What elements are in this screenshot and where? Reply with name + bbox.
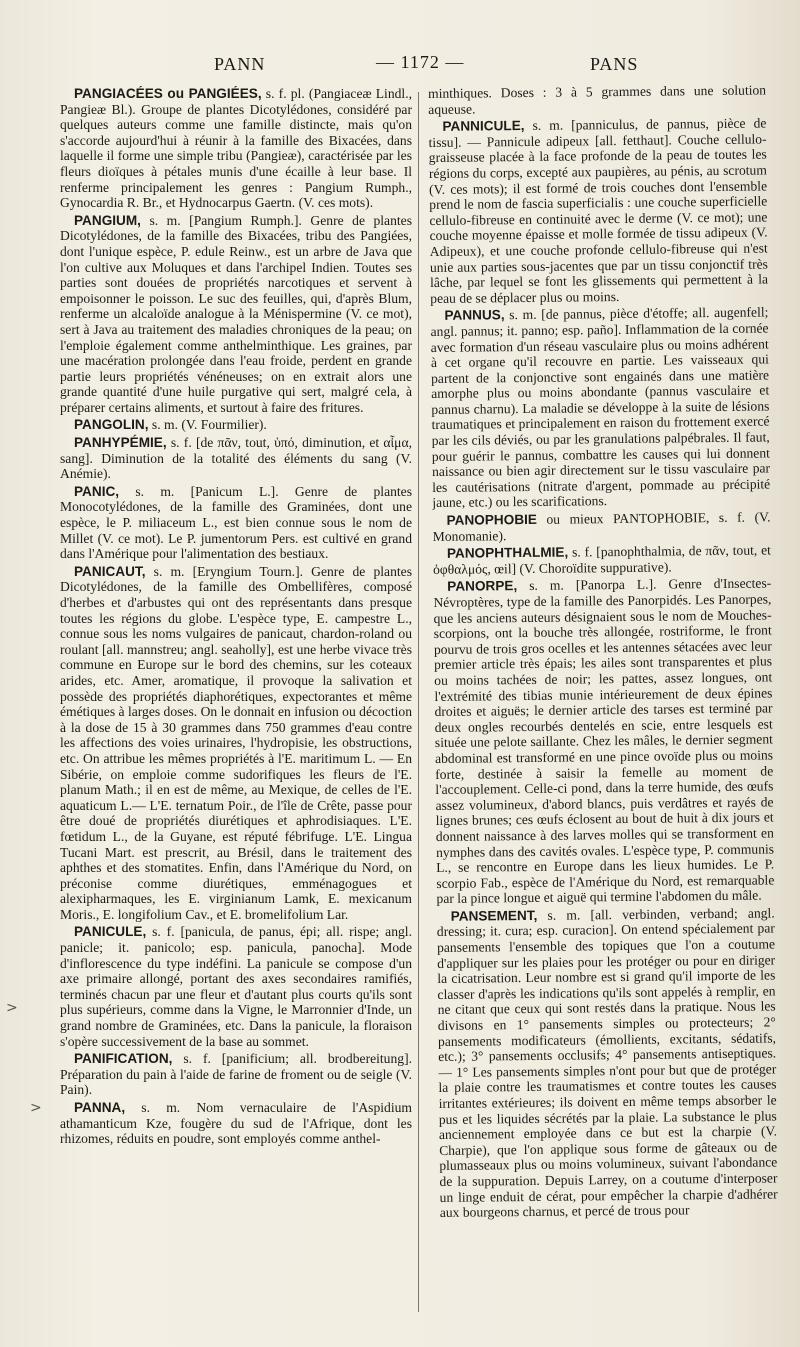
entry-headword: PANGOLIN, bbox=[74, 417, 149, 433]
entry-headword: PANIC, bbox=[74, 483, 120, 499]
dictionary-entry bbox=[60, 564, 412, 923]
dictionary-entry bbox=[430, 305, 770, 511]
entry-headword: PANICAUT, bbox=[74, 563, 146, 579]
entry-text: s. f. [panicula, de panus, épi; all. rispe; angl. panicle; it. panicolo; esp. panicula, panocha]. Mode d'inflorescence du type indéfini. La panicule se compose d'un axe primaire allongé, portant des axes secondaires ramifiés, terminés chacun par une fleur et d'autant plus courts qu'ils sont plus supérieurs, comme dans la Vigne, le Marronnier d'Inde, un grand nombre de Graminées, etc. Dans la panicule, la floraison s'opère successivement de la base au sommet. bbox=[60, 924, 412, 1049]
dictionary-entry bbox=[428, 116, 768, 307]
dictionary-entry bbox=[437, 905, 778, 1220]
left-column bbox=[60, 86, 412, 1326]
dictionary-entry bbox=[60, 924, 412, 1049]
entry-headword: PANGIUM, bbox=[74, 212, 141, 228]
margin-mark: > bbox=[30, 1100, 42, 1116]
dictionary-entry bbox=[60, 484, 412, 562]
entry-headword: PANIFICATION, bbox=[74, 1051, 173, 1067]
entry-text: s. m. [Eryngium Tourn.]. Genre de plantes Dicotylédones, de la famille des Ombellifères, composé d'herbes et d'arbustes qui ont des représentants dans presque toutes les régions du globe. L'espèce type, E. campestre L., connue sous les noms vulgaires de panicaut, chardon-roland ou roulant [all. mannstreu; angl. seaholly], est une herbe vivace très commune en Europe sur le bord des chemins, sur les coteaux arides, etc. Amer, aromatique, il provoque la salivation et possède des propriétés diaphorétiques, expectorantes et même émétiques à larges doses. On le donnait en infusion ou décoction à la dose de 15 à 30 grammes dans 750 grammes d'eau contre les affections des voies urinaires, l'hydropisie, les obstructions, etc. On attribue les mêmes propriétés à l'E. maritimum L. — En Sibérie, on emploie comme sudorifiques les fleurs de l'E. planum Math.; il en est de même, au Mexique, de celles de l'E. aquaticum L.— L'E. ternatum Poir., de l'île de Crête, passe pour être doué de propriétés diurétiques et aphrodisiaques. L'E. fœtidum L., de la Guyane, est réputé fébrifuge. L'E. Lingua Tucani Mart. est prescrit, au Brésil, dans le traitement des aphthes et des stomatites. Enfin, dans l'Amérique du Nord, on préconise comme diurétiques, emménagogues et alexipharmaques, les E. virginianum Lamk, E. mexicanum Moris., E. longifolium Cav., et E. bromelifolium Lar. bbox=[60, 563, 412, 922]
entry-text: s. m. [Pangium Rumph.]. Genre de plantes Dicotylédones, de la famille des Bixacées, tribu des Pangiées, dont l'unique espèce, P. edule Reinw., est un arbre de Java que l'on cultive aux Moluques et dans l'archipel Indien. Toutes ses parties sont douées de propriétés narcotiques et servent à empoisonner le poisson. Le suc des feuilles, qui, d'après Blum, renferme un alcaloïde analogue à la Ménispermine (V. ce mot), sert à Java au traitement des maladies chroniques de la peau; on l'emploie également comme anthelminthique. Les graines, par une macération prolongée dans l'eau froide, perdent en grande partie leurs propriétés vénéneuses; on en extrait alors une grande quantité d'une huile purgative qui sert, malgré cela, à préparer certains aliments, et surtout à faire des fritures. bbox=[60, 212, 412, 415]
entry-text: s. m. [de pannus, pièce d'étoffe; all. augenfell; angl. pannus; it. panno; esp. paño]. Inflammation de la cornée avec formation d'un réseau vasculaire plus ou moins adhérent à cet organe qu'il recouvre en partie. Les vaisseaux qui partent de la conjonctive sont engainés dans une matière amorphe plus ou moins abondante (pannus vasculaire et pannus charnu). La maladie se développe à la suite de lésions traumatiques et principalement en raison du frottement exercé par les cils déviés, ou par les granulations palpébrales. Il faut, pour guérir le pannus, combattre les causes qui lui donnent naissance ou bien agir directement sur le tissu vasculaire par les cautérisations (nitrate d'argent, pommade au précipité jaune, etc.) ou les scarifications. bbox=[430, 304, 771, 511]
entry-text: s. m. [Panorpa L.]. Genre d'Insectes-Névroptères, type de la famille des Panorpidés. Les Panorpes, que les anciens auteurs désignaient sous le nom de Mouches-scorpions, ont la bouche très allongée, rostriforme, le front pourvu de trois gros ocelles et les antennes sétacées avec leur premier article très épais; les ailes sont transparentes et plus ou moins tachées de noir; les pattes, assez longues, ont l'extrémité des tibias munie intérieurement de deux épines droites et aiguës; le dernier article des tarses est terminé par deux ongles recourbés dentelés en scie, entre lesquels est située une pelote saillante. Chez les mâles, le dernier segment abdominal est transformé en une pince ovoïde plus ou moins forte, destinée à saisir la femelle au moment de l'accouplement. Celle-ci pond, dans la terre humide, des œufs assez volumineux, d'abord blancs, puis verdâtres et rayés de lignes brunes; ces œufs éclosent au bout de huit à dix jours et donnent naissance à des larves molles qui se transforment en nymphes dans des cavités ovales. L'espèce type, P. communis L., se rencontre en Europe dans les lieux humides. Le P. scorpio Fab., espèce de l'Amérique du Nord, est remarquable par la pince longue et aiguë qui termine l'abdomen du mâle. bbox=[433, 575, 775, 907]
entry-headword: PANGIACÉES ou PANGIÉES, bbox=[74, 86, 262, 101]
entry-headword: PANOPHTHALMIE, bbox=[446, 544, 569, 562]
entry-text: s. f. [panificium; all. brodbereitung]. Préparation du pain à l'aide de farine de froment ou de seigle (V. Pain). bbox=[60, 1051, 412, 1098]
dictionary-entry bbox=[432, 509, 770, 544]
entry-text: s. f. pl. (Pangiaceæ Lindl., Pangieæ Bl.). Groupe de plantes Dicotylédones, considéré par quelques auteurs comme une famille distincte, mais qu'on s'accorde aujourd'hui à réunir à la famille des Bixacées, dans laquelle il forme une simple tribu (Pangieæ), caractérisée par les fleurs dioïques à pétales munis d'une écaille à leur base. Il renferme principalement les genres : Pangium Rumph., Gynocardia R. Br., et Hydnocarpus Gaertn. (V. ces mots). bbox=[60, 86, 412, 211]
dictionary-entry bbox=[60, 435, 412, 482]
dictionary-entry bbox=[433, 576, 774, 907]
dictionary-entry bbox=[60, 1051, 412, 1098]
entry-headword: PANNA, bbox=[74, 1100, 126, 1115]
header-right-guide-word: PANS bbox=[590, 54, 639, 74]
entry-headword: PANSEMENT, bbox=[450, 907, 538, 924]
dictionary-entry bbox=[60, 417, 412, 433]
dictionary-entry bbox=[433, 543, 771, 578]
entry-headword: PANORPE, bbox=[447, 578, 518, 595]
dictionary-entry bbox=[428, 82, 766, 117]
entry-headword: PANICULE, bbox=[74, 924, 147, 940]
right-column bbox=[428, 82, 779, 1325]
entry-text: s. f. [panophthalmia, de πᾶν, tout, et ὀφθαλμός, œil] (V. Choroïdite suppurative). bbox=[432, 542, 771, 577]
dictionary-entry bbox=[60, 213, 412, 416]
header-left-guide-word: PANN bbox=[214, 54, 266, 74]
entry-text: s. m. [panniculus, de pannus, pièce de tissu]. — Pannicule adipeux [all. fetthaut]. Couche cellulo-graisseuse placée à la face profonde de la peau de toutes les régions du corps, excepté aux paupières, au pénis, au scrotum (V. ces mots); il est formé de trois couches dont l'ensemble prend le nom de fascia superficialis : une couche superficielle cellulo-fibreuse en continuité avec le derme (V. ce mot); une couche moyenne épaisse et molle formée de tissu adipeux (V. Adipeux), et une couche profonde cellulo-fibreuse qui n'est unie aux parties sous-jacentes que par un tissu conjonctif très lâche, par lequel se font les glissements qui permettent à la peau de se déplacer plus ou moins. bbox=[428, 115, 769, 306]
page-header bbox=[80, 48, 740, 84]
dictionary-entry bbox=[60, 1100, 412, 1147]
entry-text: s. m. Nom vernaculaire de l'Aspidium athamanticum Kze, fougère du sud de l'Afrique, dont les rhizomes, réduits en poudre, sont employés comme anthel- bbox=[60, 1100, 412, 1147]
entry-headword: PANNICULE, bbox=[442, 118, 525, 135]
entry-text: s. m. [all. verbinden, verband; angl. dressing; it. cura; esp. curacion]. On entend spécialement par pansements l'ensemble des topiques que l'on a coutume d'appliquer sur les plaies pour les protéger ou pour en diriger la cicatrisation. Leur nombre est si grand qu'il importe de les classer d'après les indications qu'ils sont appelés à remplir, en ne citant que ceux qui sont restés dans la pratique. Nous les divisons en 1° pansements simples ou protecteurs; 2° pansements modificateurs (émollients, excitants, sédatifs, etc.); 3° pansements occlusifs; 4° pansements antiseptiques. — 1° Les pansements simples n'ont pour but que de protéger la plaie contre les traumatismes et contre toutes les causes irritantes extérieures; ils doivent en même temps absorber le pus et les liquides sécrétés par la plaie. La substance le plus anciennement employée dans ce but est la charpie (V. Charpie), que l'on applique sous forme de gâteaux ou de plumasseaux plus ou moins volumineux, suivant l'abondance de la suppuration. Depuis Larrey, on a coutume d'interposer un linge enduit de cérat, pour empêcher la charpie d'adhérer aux bourgeons charnus, et percé de trous pour bbox=[436, 905, 778, 1221]
entry-text: s. f. [de πᾶν, tout, ὑπό, diminution, et αἷμα, sang]. Diminution de la totalité des éléments du sang (V. Anémie). bbox=[60, 435, 412, 482]
entry-headword: PANHYPÉMIE, bbox=[74, 435, 167, 451]
entry-text: ou mieux PANTOPHOBIE, s. f. (V. Monomanie). bbox=[432, 509, 771, 544]
dictionary-entry bbox=[60, 86, 412, 211]
entry-text: s. m. (V. Fourmilier). bbox=[148, 417, 267, 433]
entry-text: minthiques. Doses : 3 à 5 grammes dans une solution aqueuse. bbox=[428, 82, 767, 117]
entry-headword: PANOPHOBIE bbox=[446, 511, 538, 528]
margin-mark: > bbox=[6, 1000, 18, 1016]
entry-text: s. m. [Panicum L.]. Genre de plantes Monocotylédones, de la famille des Graminées, dont une espèce, le P. miliaceum L., est bien connue sous le nom de Millet (V. ce mot). Le P. jumentorum Pers. est cultivé en grand dans l'Amérique pour l'alimentation des bestiaux. bbox=[60, 483, 412, 562]
page-number: — 1172 — bbox=[376, 52, 465, 72]
entry-headword: PANNUS, bbox=[444, 307, 505, 324]
column-divider bbox=[418, 92, 419, 1312]
